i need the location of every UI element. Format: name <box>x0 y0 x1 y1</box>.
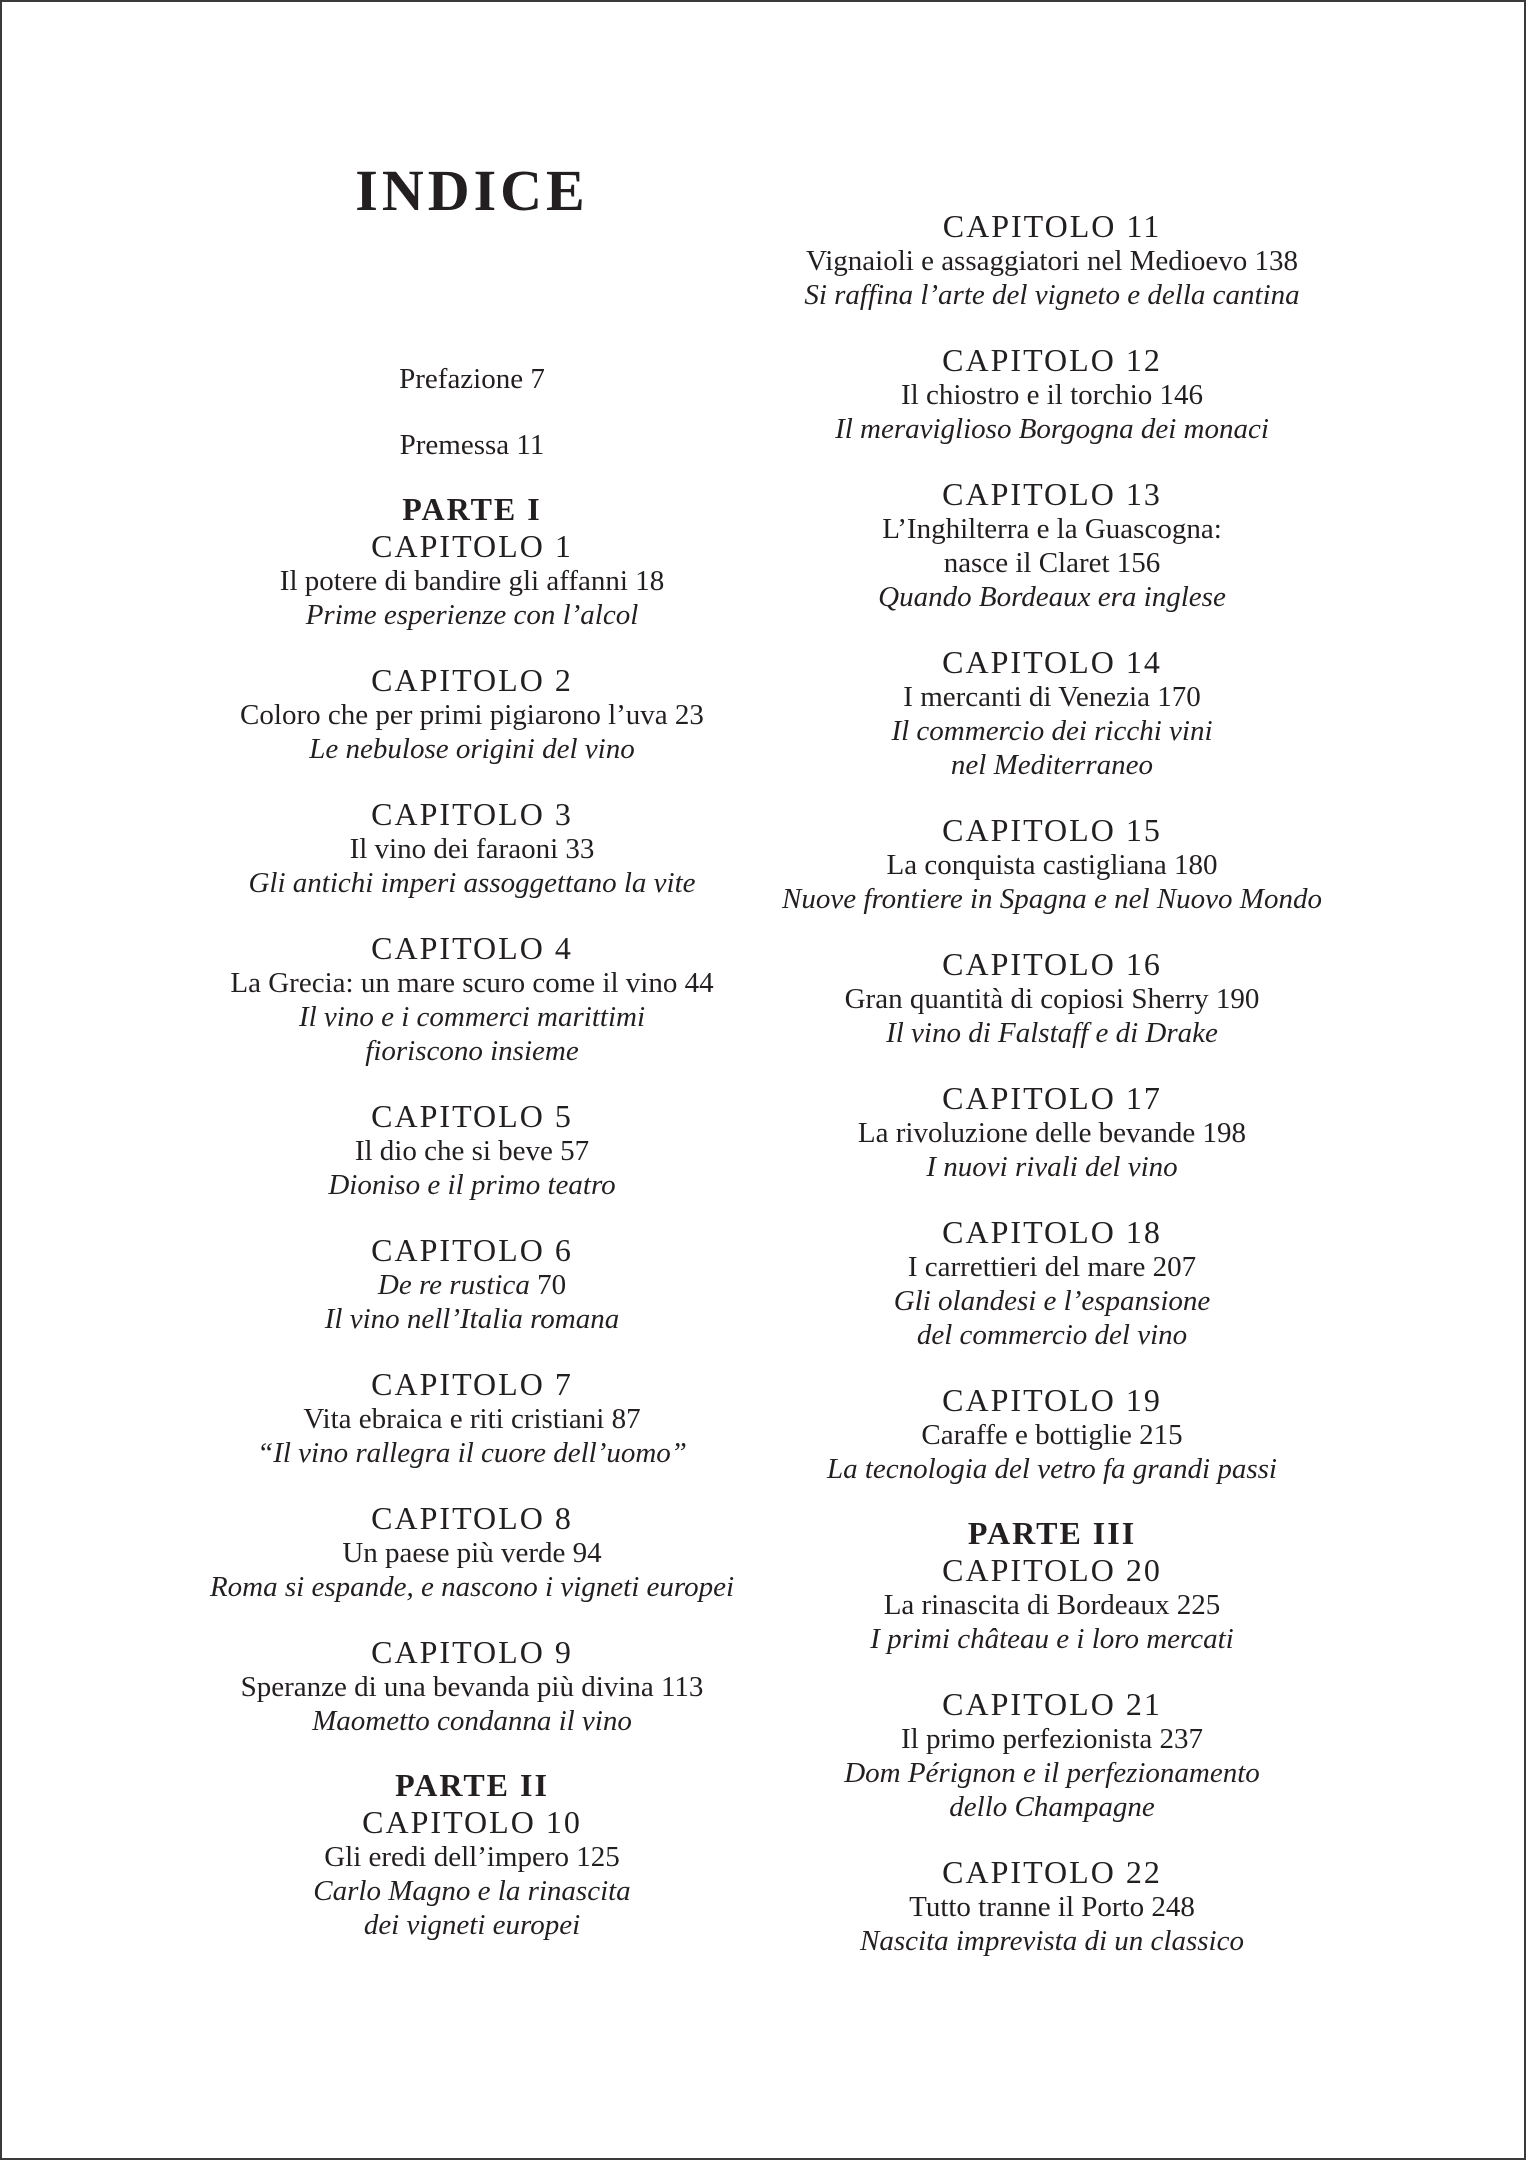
chapter-number: CAPITOLO 18 <box>942 1214 1162 1250</box>
chapter-number: CAPITOLO 3 <box>371 796 573 832</box>
chapter-subtitle-line-2: nel Mediterraneo <box>950 749 1154 781</box>
chapter-subtitle: Gli antichi imperi assoggettano la vite <box>248 867 696 899</box>
chapter-number: CAPITOLO 1 <box>371 528 573 564</box>
chapter-number: CAPITOLO 2 <box>371 662 573 698</box>
chapter-number: CAPITOLO 9 <box>371 1634 573 1670</box>
toc-entry-premessa: Premessa 11 <box>399 429 545 461</box>
chapter-number: CAPITOLO 5 <box>371 1098 573 1134</box>
part-heading-1: PARTE I <box>402 491 542 527</box>
chapter-title: Speranze di una bevanda più divina 113 <box>240 1671 704 1703</box>
chapter-entry-1 <box>202 528 742 632</box>
toc-column-right <box>772 208 1332 1958</box>
chapter-entry-20 <box>772 1552 1332 1656</box>
chapter-subtitle: Quando Bordeaux era inglese <box>878 581 1226 613</box>
chapter-title: Il vino dei faraoni 33 <box>349 833 595 865</box>
chapter-title: La rinascita di Bordeaux 225 <box>883 1589 1221 1621</box>
chapter-title: Gran quantità di copiosi Sherry 190 <box>844 983 1260 1015</box>
chapter-title: La rivoluzione delle bevande 198 <box>857 1117 1247 1149</box>
chapter-entry-6 <box>202 1232 742 1336</box>
chapter-title <box>202 1268 742 1302</box>
chapter-subtitle: Gli olandesi e l’espansione <box>893 1285 1211 1317</box>
chapter-title: La conquista castigliana 180 <box>886 849 1218 881</box>
chapter-entry-8 <box>202 1500 742 1604</box>
chapter-number: CAPITOLO 12 <box>942 342 1162 378</box>
chapter-title: La Grecia: un mare scuro come il vino 44 <box>230 967 714 999</box>
chapter-page-number: 70 <box>529 1269 567 1301</box>
chapter-entry-21 <box>772 1686 1332 1824</box>
chapter-subtitle: Prime esperienze con l’alcol <box>305 599 639 631</box>
chapter-number: CAPITOLO 8 <box>371 1500 573 1536</box>
chapter-subtitle: Nascita imprevista di un classico <box>860 1925 1244 1957</box>
chapter-number: CAPITOLO 4 <box>371 930 573 966</box>
chapter-entry-4 <box>202 930 742 1068</box>
chapter-entry-5 <box>202 1098 742 1202</box>
chapter-subtitle: Dom Pérignon e il perfezionamento <box>844 1757 1260 1789</box>
chapter-subtitle: Il vino e i commerci marittimi <box>298 1001 646 1033</box>
chapter-title: Vita ebraica e riti cristiani 87 <box>303 1403 641 1435</box>
chapter-title-line-2: nasce il Claret 156 <box>943 547 1161 579</box>
chapter-title: I mercanti di Venezia 170 <box>903 681 1201 713</box>
chapter-entry-19 <box>772 1382 1332 1486</box>
chapter-number: CAPITOLO 6 <box>371 1232 573 1268</box>
chapter-number: CAPITOLO 15 <box>942 812 1162 848</box>
chapter-number: CAPITOLO 7 <box>371 1366 573 1402</box>
chapter-subtitle: Il vino nell’Italia romana <box>324 1303 620 1335</box>
chapter-subtitle-line-2: del commercio del vino <box>916 1319 1188 1351</box>
chapter-subtitle-line-2: dei vigneti europei <box>363 1909 581 1941</box>
chapter-entry-17 <box>772 1080 1332 1184</box>
chapter-number: CAPITOLO 19 <box>942 1382 1162 1418</box>
chapter-entry-15 <box>772 812 1332 916</box>
chapter-subtitle: Carlo Magno e la rinascita <box>313 1875 631 1907</box>
chapter-title: Gli eredi dell’impero 125 <box>324 1841 620 1873</box>
chapter-entry-3 <box>202 796 742 900</box>
chapter-subtitle: Il commercio dei ricchi vini <box>891 715 1213 747</box>
chapter-subtitle: Dioniso e il primo teatro <box>328 1169 616 1201</box>
chapter-number: CAPITOLO 10 <box>362 1804 582 1840</box>
chapter-subtitle: “Il vino rallegra il cuore dell’uomo” <box>257 1437 687 1469</box>
page-title: INDICE <box>355 158 589 223</box>
chapter-title: Il dio che si beve 57 <box>354 1135 590 1167</box>
chapter-entry-7 <box>202 1366 742 1470</box>
chapter-title: Caraffe e bottiglie 215 <box>921 1419 1183 1451</box>
chapter-subtitle: Si raffina l’arte del vigneto e della cantina <box>804 279 1300 311</box>
chapter-title: Vignaioli e assaggiatori nel Medioevo 138 <box>806 245 1298 277</box>
chapter-subtitle: Nuove frontiere in Spagna e nel Nuovo Mondo <box>782 883 1322 915</box>
chapter-title: Un paese più verde 94 <box>342 1537 602 1569</box>
chapter-subtitle: Il meraviglioso Borgogna dei monaci <box>835 413 1269 445</box>
toc-column-left <box>202 362 742 1942</box>
chapter-title: Il primo perfezionista 237 <box>901 1723 1203 1755</box>
chapter-number: CAPITOLO 16 <box>942 946 1162 982</box>
chapter-title: I carrettieri del mare 207 <box>907 1251 1197 1283</box>
chapter-number: CAPITOLO 20 <box>942 1552 1162 1588</box>
chapter-entry-18 <box>772 1214 1332 1352</box>
chapter-subtitle: I nuovi rivali del vino <box>926 1151 1178 1183</box>
chapter-number: CAPITOLO 14 <box>942 644 1162 680</box>
chapter-title: Il chiostro e il torchio 146 <box>900 379 1204 411</box>
toc-entry-prefazione: Prefazione 7 <box>399 363 545 395</box>
chapter-title: L’Inghilterra e la Guascogna: <box>882 513 1222 545</box>
chapter-title-italic: De re rustica <box>377 1269 530 1301</box>
chapter-number: CAPITOLO 21 <box>942 1686 1162 1722</box>
part-heading-3: PARTE III <box>967 1515 1137 1551</box>
chapter-entry-2 <box>202 662 742 766</box>
chapter-entry-16 <box>772 946 1332 1050</box>
chapter-number: CAPITOLO 22 <box>942 1854 1162 1890</box>
chapter-number: CAPITOLO 17 <box>942 1080 1162 1116</box>
chapter-subtitle-line-2: fioriscono insieme <box>365 1035 579 1067</box>
chapter-number: CAPITOLO 11 <box>942 208 1162 244</box>
chapter-subtitle: Maometto condanna il vino <box>312 1705 632 1737</box>
chapter-title: Il potere di bandire gli affanni 18 <box>279 565 665 597</box>
chapter-subtitle: Le nebulose origini del vino <box>309 733 635 765</box>
chapter-subtitle-line-2: dello Champagne <box>949 1791 1155 1823</box>
chapter-entry-10 <box>202 1804 742 1942</box>
chapter-number: CAPITOLO 13 <box>942 476 1162 512</box>
chapter-entry-12 <box>772 342 1332 446</box>
part-heading-2: PARTE II <box>395 1767 549 1803</box>
chapter-subtitle: Il vino di Falstaff e di Drake <box>886 1017 1218 1049</box>
chapter-subtitle: Roma si espande, e nascono i vigneti europei <box>209 1571 735 1603</box>
chapter-entry-11 <box>772 208 1332 312</box>
chapter-title: Tutto tranne il Porto 248 <box>909 1891 1195 1923</box>
chapter-subtitle: I primi château e i loro mercati <box>870 1623 1234 1655</box>
chapter-entry-22 <box>772 1854 1332 1958</box>
chapter-entry-14 <box>772 644 1332 782</box>
chapter-entry-13 <box>772 476 1332 614</box>
chapter-title: Coloro che per primi pigiarono l’uva 23 <box>240 699 704 731</box>
chapter-entry-9 <box>202 1634 742 1738</box>
chapter-subtitle: La tecnologia del vetro fa grandi passi <box>826 1453 1277 1485</box>
